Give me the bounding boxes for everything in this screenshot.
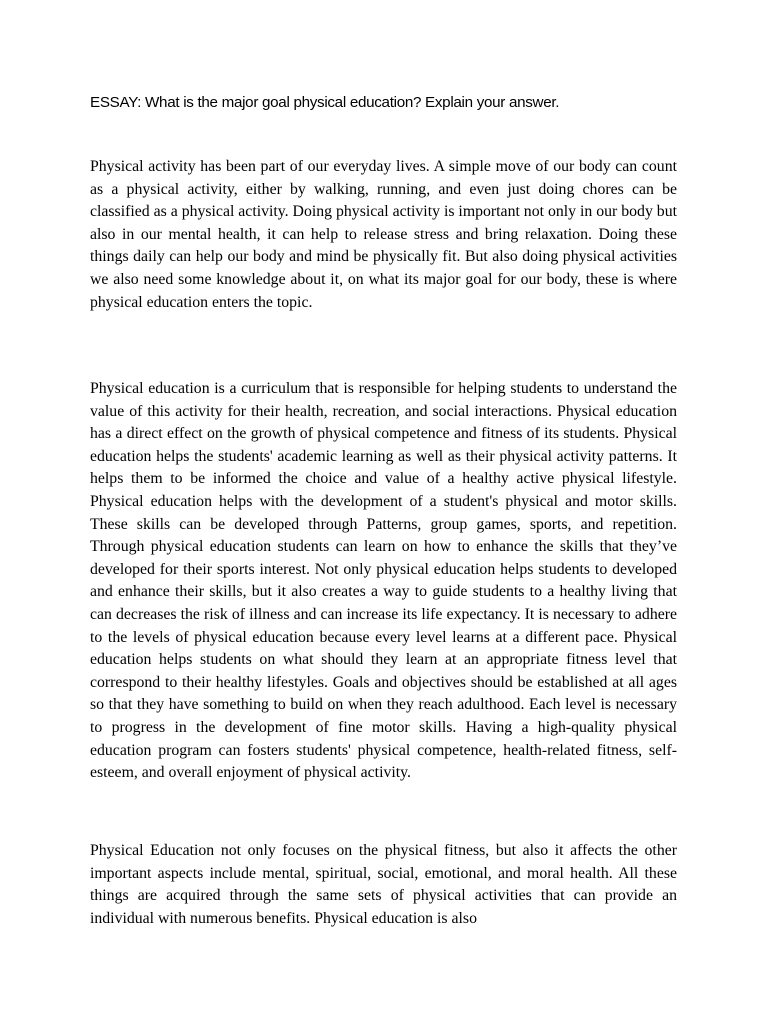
paragraph-curriculum: Physical education is a curriculum that is responsible for helping students to understand the value of this activity for their health, recreation, and social interactions. Physical education has a direct effect on the growth of physical competence and fitness of its students. Physical education helps the students' academic learning as well as their physical activity patterns. It helps them to be informed the choice and value of a healthy active physical lifestyle. Physical education helps with the development of a student's physical and motor skills. These skills can be developed through Patterns, group games, sports, and repetition. Through physical education students can learn on how to enhance the skills that they’ve developed for their sports interest. Not only physical education helps students to developed and enhance their skills, but it also creates a way to guide students to a healthy living that can decreases the risk of illness and can increase its life expectancy. It is necessary to adhere to the levels of physical education because every level learns at a different pace. Physical education helps students on what should they learn at an appropriate fitness level that correspond to their healthy lifestyles. Goals and objectives should be established at all ages so that they have something to build on when they reach adulthood. Each level is necessary to progress in the development of fine motor skills. Having a high-quality physical education program can fosters students' physical competence, health-related fitness, self-esteem, and overall enjoyment of physical activity. — [90, 380, 677, 782]
essay-title: ESSAY: What is the major goal physical education? Explain your answer. — [90, 94, 560, 111]
paragraph-aspects: Physical Education not only focuses on the physical fitness, but also it affects the other important aspects include mental, spiritual, social, emotional, and moral health. All these things are acquired through the same sets of physical activities that can provide an individual with numerous benefits. Physical education is also — [90, 842, 677, 927]
paragraph-intro: Physical activity has been part of our everyday lives. A simple move of our body can count as a physical activity, either by walking, running, and even just doing chores can be classified as a physical activity. Doing physical activity is important not only in our body but also in our mental health, it can help to release stress and bring relaxation. Doing these things daily can help our body and mind be physically fit. But also doing physical activities we also need some knowledge about it, on what its major goal for our body, these is where physical education enters the topic. — [90, 158, 677, 311]
